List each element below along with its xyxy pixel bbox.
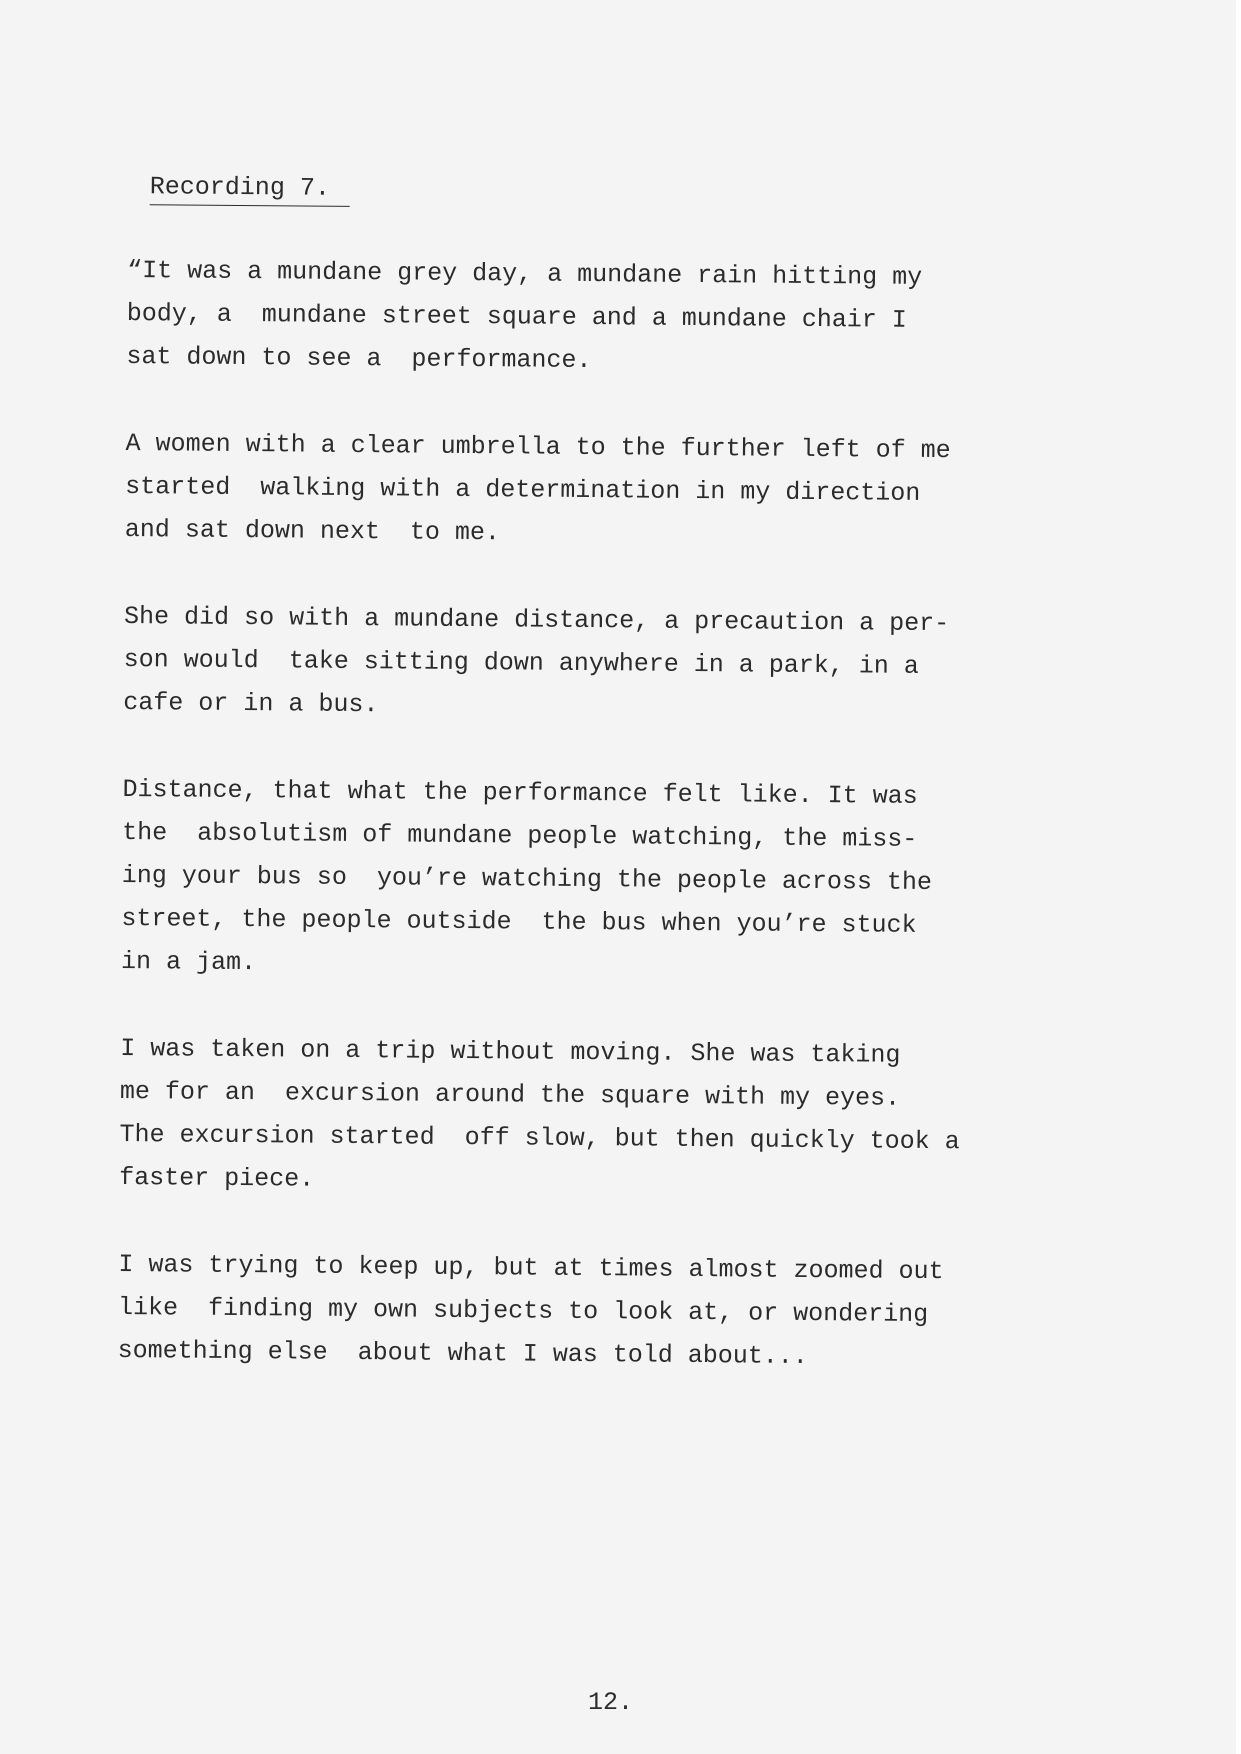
- text-line: faster piece.: [119, 1162, 315, 1194]
- text-line: She did so with a mundane distance, a precaution a per-: [123, 601, 950, 639]
- text-line: sat down to see a performance.: [126, 341, 592, 376]
- text-line: street, the people outside the bus when you’re stuck: [121, 903, 917, 940]
- paragraph-3: [123, 595, 1124, 733]
- text-line: A women with a clear umbrella to the further left of me: [125, 428, 951, 466]
- text-line: in a jam.: [120, 946, 257, 978]
- text-line: like finding my own subjects to look at, or wondering: [117, 1292, 929, 1330]
- text-line: me for an excursion around the square with my eyes.: [119, 1076, 901, 1113]
- text-line: body, a mundane street square and a mundane chair I: [126, 298, 907, 335]
- page-edge: [1236, 0, 1241, 1754]
- page-number: 12.: [588, 1688, 634, 1717]
- typed-text-block: [117, 170, 1128, 1425]
- text-line: started walking with a determination in my direction: [125, 471, 921, 508]
- paragraph-2: [125, 422, 1126, 560]
- text-line: son would take sitting down anywhere in a park, in a: [123, 644, 919, 681]
- text-line: I was taken on a trip without moving. She was taking: [120, 1033, 901, 1070]
- paragraph-1: [126, 249, 1127, 387]
- paragraph-5: [119, 1027, 1120, 1208]
- paragraph-4: [121, 768, 1123, 992]
- text-line: something else about what I was told about...: [117, 1335, 808, 1371]
- text-line: Distance, that what the performance felt like. It was: [122, 774, 918, 811]
- text-line: ing your bus so you’re watching the people across the: [121, 860, 933, 898]
- text-line: cafe or in a bus.: [123, 687, 379, 720]
- paragraph-6: [118, 1243, 1119, 1381]
- text-line: The excursion started off slow, but then quickly took a: [119, 1119, 960, 1157]
- text-line: the absolutism of mundane people watching, the miss-: [122, 817, 918, 854]
- text-line: “It was a mundane grey day, a mundane rain hitting my: [126, 255, 923, 292]
- text-line: and sat down next to me.: [124, 514, 501, 548]
- recording-title: Recording 7.: [150, 170, 350, 207]
- text-line: I was trying to keep up, but at times almost zoomed out: [118, 1249, 944, 1287]
